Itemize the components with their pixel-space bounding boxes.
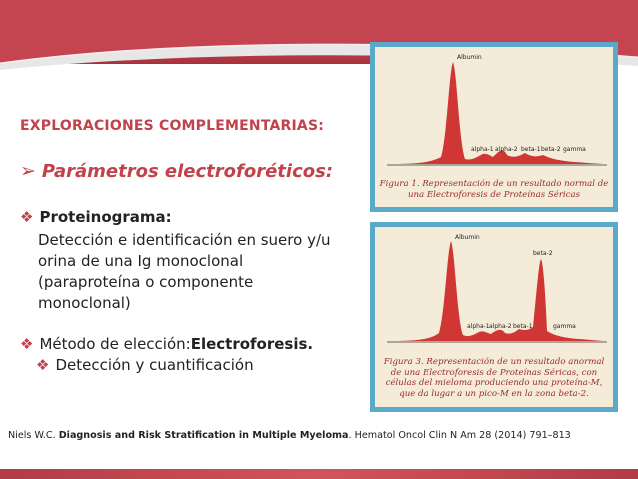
figure-panel xyxy=(375,47,613,207)
proteinograma-bullet xyxy=(20,208,172,226)
metodo-strong: Electroforesis. xyxy=(190,335,314,353)
params-bullet xyxy=(20,160,333,182)
metodo-bullet xyxy=(20,335,313,353)
albumin-label: Albumin xyxy=(457,54,482,61)
deteccion-bullet xyxy=(36,356,254,374)
alpha1-label: alpha-1 xyxy=(471,146,494,153)
beta2-label: beta-2 xyxy=(533,250,553,257)
reference-title: Diagnosis and Risk Stratification in Multiple Myeloma xyxy=(58,430,349,441)
footer-band xyxy=(0,469,638,479)
metodo-text: Método de elección: xyxy=(39,335,191,353)
params-label: Parámetros electroforéticos: xyxy=(41,161,334,182)
beta1-label: beta-1 xyxy=(521,146,541,153)
proteinograma-description: Detección e identificación en suero y/u orina de una Ig monoclonal (paraproteína o componente monoclonal) xyxy=(38,231,331,312)
reference-authors: Niels W.C. xyxy=(8,430,59,441)
beta2-label: beta-2 xyxy=(541,146,561,153)
reference-source: . Hematol Oncol Clin N Am 28 (2014) 791–813 xyxy=(348,430,571,441)
diamond-bullet-icon: ❖ xyxy=(20,208,34,226)
arrow-icon: ➢ xyxy=(20,160,36,182)
reference-citation xyxy=(8,430,571,441)
figure-panel xyxy=(375,227,613,407)
proteinograma-label: Proteinograma: xyxy=(39,208,172,226)
figure-caption: Figura 1. Representación de un resultado normal de una Electroforesis de Proteínas Séricas xyxy=(379,179,609,200)
gamma-label: gamma xyxy=(553,323,576,330)
alpha2-label: alpha-2 xyxy=(495,146,518,153)
gamma-label: gamma xyxy=(563,146,586,153)
figure-caption: Figura 3. Representación de un resultado anormal de una Electroforesis de Proteínas Séricas, con células del mieloma produciendo una proteína-M, que da lugar a un pico-M en la zona beta-2. xyxy=(383,357,605,399)
diamond-bullet-icon: ❖ xyxy=(20,335,34,353)
albumin-label: Albumin xyxy=(455,234,480,241)
alpha1-label: alpha-1 xyxy=(467,323,490,330)
beta1-label: beta-1 xyxy=(513,323,533,330)
section-title: EXPLORACIONES COMPLEMENTARIAS: xyxy=(20,118,325,134)
deteccion-text: Detección y cuantificación xyxy=(55,356,254,374)
figure-normal-electrophoresis xyxy=(370,42,618,212)
figure-abnormal-electrophoresis xyxy=(370,222,618,412)
diamond-bullet-icon: ❖ xyxy=(36,356,50,374)
alpha2-label: alpha-2 xyxy=(489,323,512,330)
